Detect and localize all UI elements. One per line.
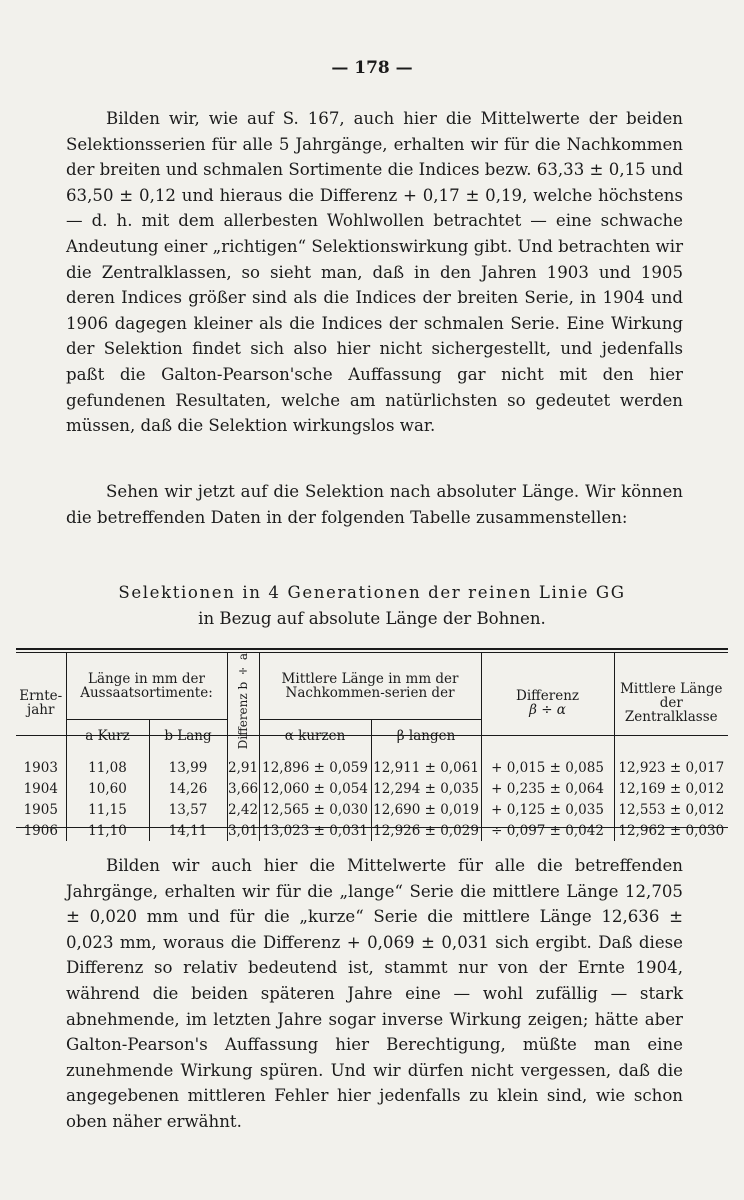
header-short: a Kurz	[66, 719, 149, 752]
table-caption-line1: Selektionen in 4 Generationen der reinen Linie GG	[118, 583, 626, 602]
header-year: Ernte-jahr	[19, 687, 63, 718]
paragraph-selection-series: Bilden wir, wie auf S. 167, auch hier die Mittelwerte der beiden Selektionsserien für alle 5 Jahrgänge, erhalten wir für die Nachkommen der breiten und schmalen Sortimente die Indices bezw. 63,33 ± 0,15 und 63,50 ± 0,12 und hieraus die Differenz + 0,17 ± 0,19, welche höchstens — d. h. mit dem allerbesten Wohlwollen betrachtet — eine schwache Andeutung einer „richtigen“ Selektionswirkung gibt. Und betrachten wir die Zentralklassen, so sieht man, daß in den Jahren 1903 und 1905 deren Indices größer sind als die Indices der breiten Serie, in 1904 und 1906 dagegen kleiner als die Indices der schmalen Serie. Eine Wirkung der Selektion findet sich also hier nicht sichergestellt, und jedenfalls paßt die Galton-Pearson'sche Auffassung gar nicht mit den hier gefundenen Resultaten, welche am natürlichsten so gedeutet werden müssen, daß die Selektion wirkungslos war.	[66, 109, 683, 436]
header-seed-length: Länge in mm der Aussaatsortimente:	[66, 653, 227, 719]
header-offspring-length: Mittlere Länge in mm der Nachkommen-serien der	[259, 653, 481, 719]
paragraph-absolute-length: Sehen wir jetzt auf die Selektion nach absoluter Länge. Wir können die betreffenden Daten in der folgenden Tabelle zusammenstellen:	[66, 482, 683, 527]
table-row: 1905 11,15 13,57 2,42 12,565 ± 0,030 12,690 ± 0,019 + 0,125 ± 0,035 12,553 ± 0,012	[16, 799, 728, 820]
header-offspring-short: α kurzen	[259, 719, 371, 752]
header-central-class: Mittlere Länge der Zentralklasse	[614, 653, 728, 752]
paragraph-mean-values: Bilden wir auch hier die Mittelwerte für alle die betreffenden Jahrgänge, erhalten wir für die „lange“ Serie die mittlere Länge 12,705 ± 0,020 mm und für die „kurze“ Serie die mittlere Länge 12,636 ± 0,023 mm, woraus die Differenz + 0,069 ± 0,031 sich ergibt. Daß diese Differenz so relativ bedeutend ist, stammt nur von der Ernte 1904, während die beiden späteren Jahre eine — wohl zufällig — stark abnehmende, im letzten Jahre sogar inverse Wirkung zeigen; hätte aber Galton-Pearson's Auffassung hier Berechtigung, müßte man eine zunehmende Wirkung spüren. Und wir dürfen nicht vergessen, daß die angegebenen mittleren Fehler hier jedenfalls zu klein sind, wie schon oben näher erwähnt.	[66, 856, 683, 1131]
table-row: 1904 10,60 14,26 3,66 12,060 ± 0,054 12,294 ± 0,035 + 0,235 ± 0,064 12,169 ± 0,012	[16, 778, 728, 799]
table-caption-line2: in Bezug auf absolute Länge der Bohnen.	[198, 609, 546, 628]
page-number: — 178 —	[331, 58, 413, 78]
header-offspring-long: β langen	[371, 719, 481, 752]
selection-table	[16, 653, 728, 841]
table-row: 1906 11,10 14,11 3,01 13,023 ± 0,031 12,926 ± 0,029 ÷ 0,097 ± 0,042 12,962 ± 0,030	[16, 820, 728, 841]
header-difference-ba: Differenz b ÷ a	[227, 653, 259, 752]
table-top-rule	[16, 648, 728, 650]
header-long: b Lang	[149, 719, 227, 752]
header-difference: Differenz β ÷ α	[481, 653, 614, 752]
table-row: 1903 11,08 13,99 2,91 12,896 ± 0,059 12,911 ± 0,061 + 0,015 ± 0,085 12,923 ± 0,017	[16, 752, 728, 778]
